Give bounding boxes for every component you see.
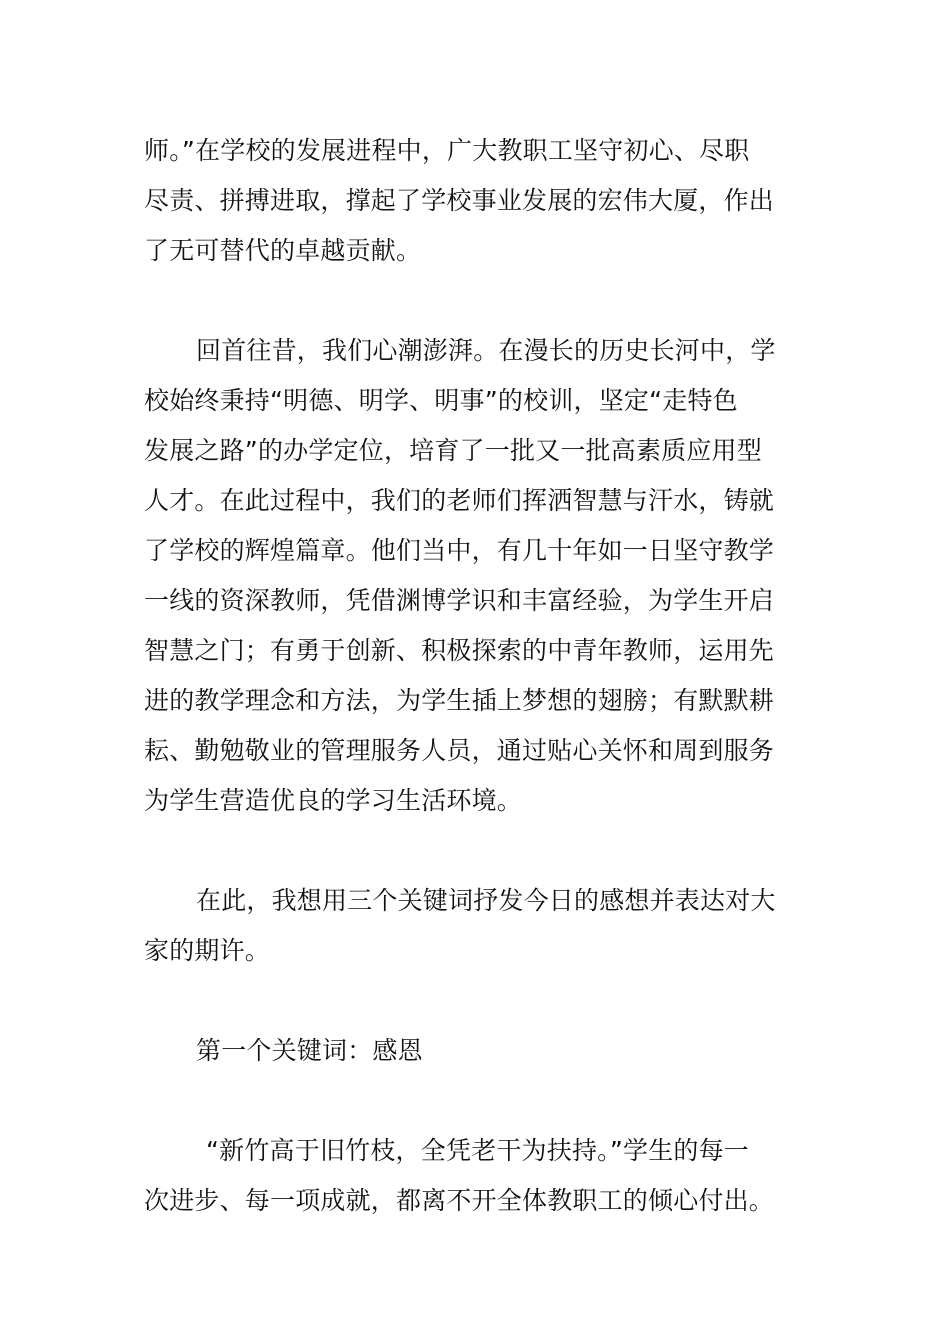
text-line: 耘、勤勉敬业的管理服务人员，通过贴心关怀和周到服务: [144, 736, 775, 765]
text-line: 校始终秉持“明德、明学、明事”的校训，坚定“走特色: [144, 386, 738, 415]
text-line: 次进步、每一项成就，都离不开全体教职工的倾心付出。: [144, 1186, 775, 1215]
paragraph-4: [144, 1126, 808, 1226]
paragraph-spacer: [144, 1076, 808, 1126]
paragraph-spacer: [144, 276, 808, 326]
text-line: 在此，我想用三个关键词抒发今日的感想并表达对大: [196, 886, 776, 915]
text-line: 发展之路”的办学定位，培育了一批又一批高素质应用型: [144, 436, 762, 465]
paragraph-spacer: [144, 826, 808, 876]
text-line: 为学生营造优良的学习生活环境。: [144, 786, 523, 815]
text-line: 回首往昔，我们心潮澎湃。在漫长的历史长河中，学: [196, 336, 776, 365]
text-line: 家的期许。: [144, 936, 271, 965]
heading-text: 第一个关键词：感恩: [196, 1036, 423, 1065]
text-line: 了学校的辉煌篇章。他们当中，有几十年如一日坚守教学: [144, 536, 775, 565]
text-line: “新竹高于旧竹枝，全凭老干为扶持。”学生的每一: [206, 1136, 750, 1165]
paragraph-2: [144, 326, 808, 826]
text-line: 一线的资深教师，凭借渊博学识和丰富经验，为学生开启: [144, 586, 775, 615]
text-line: 进的教学理念和方法，为学生插上梦想的翅膀；有默默耕: [144, 686, 775, 715]
text-line: 智慧之门；有勇于创新、积极探索的中青年教师，运用先: [144, 636, 775, 665]
section-heading: [144, 1026, 808, 1076]
text-line: 尽责、拼搏进取，撑起了学校事业发展的宏伟大厦，作出: [144, 186, 775, 215]
paragraph-3: [144, 876, 808, 976]
text-line: 人才。在此过程中，我们的老师们挥洒智慧与汗水，铸就: [144, 486, 775, 515]
text-line: 师。”在学校的发展进程中，广大教职工坚守初心、尽职: [144, 136, 750, 165]
paragraph-spacer: [144, 976, 808, 1026]
document-body: [144, 126, 808, 1226]
text-line: 了无可替代的卓越贡献。: [144, 236, 422, 265]
paragraph-1: [144, 126, 808, 276]
